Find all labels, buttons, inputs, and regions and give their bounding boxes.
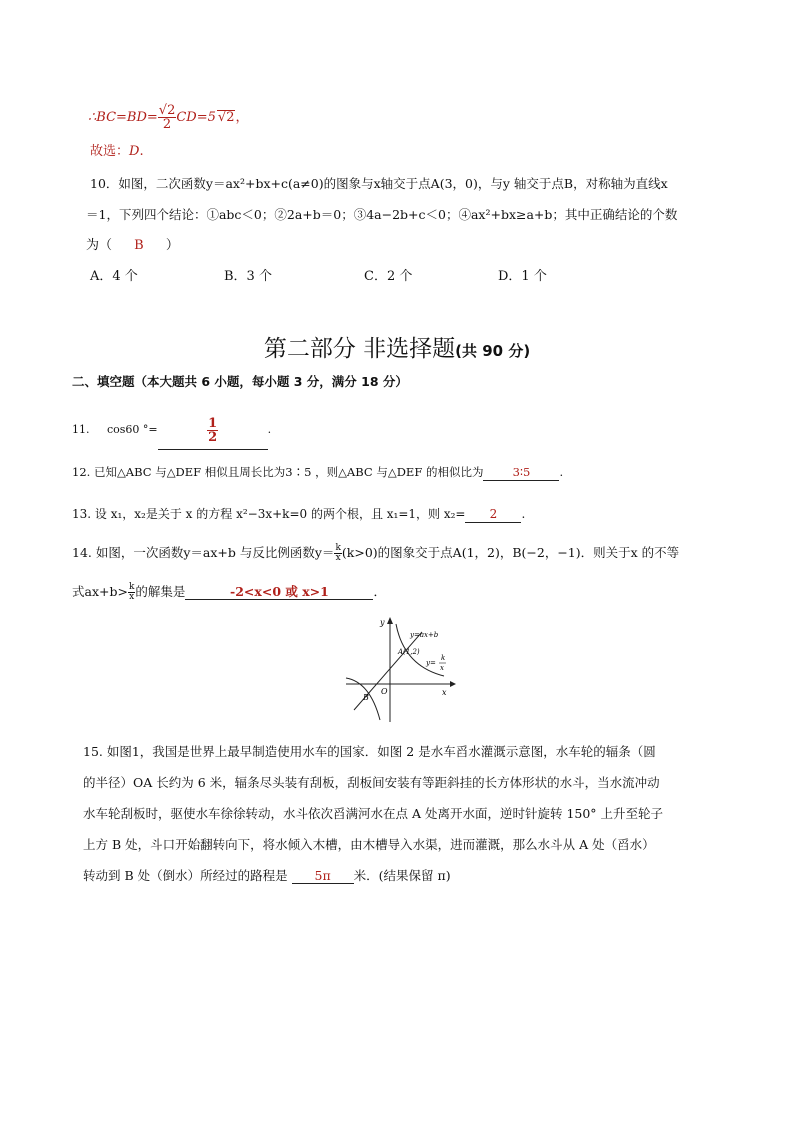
q11-answer-blank — [158, 411, 268, 450]
q13: 13. 设 x₁，x₂是关于 x 的方程 x²−3x+k=0 的两个根，且 x₁=1，则 x₂= 2 . — [72, 507, 526, 521]
q9-conclusion-mid: CD=5 — [176, 110, 216, 125]
q15-line2: 的半径）OA 长约为 6 米，辐条尽头装有刮板，刮板间安装有等距斜挂的长方体形状的水斗，当水流冲动 — [83, 775, 660, 790]
q12: 12. 已知△ABC 与△DEF 相似且周长比为3∶5 ，则△ABC 与△DEF 的相似比为 3∶5 . — [72, 465, 564, 479]
q10-option-a: A．4 个 — [90, 269, 138, 284]
q9-radical: √2 — [217, 110, 235, 125]
q10-line1: 10．如图，二次函数y＝ax²+bx+c(a≠0)的图象与x轴交于点A(3，0)，与y 轴交于点B，对称轴为直线x — [90, 176, 668, 191]
y-axis-arrow — [387, 617, 393, 624]
section-heading: 二、填空题（本大题共 6 小题，每小题 3 分，满分 18 分） — [72, 374, 408, 389]
q10-answer: B — [134, 238, 144, 253]
q14-answer: -2<x<0 或 x>1 — [230, 584, 329, 599]
q14-graph — [340, 612, 464, 724]
part2-title: 第二部分 非选择题(共 90 分) — [263, 336, 531, 362]
q14-line1: 14. 如图，一次函数y＝ax+b 与反比例函数y＝ $\frac{k}{x}$ (k>0)的图象交于点A(1，2)，B(−2，−1)．则关于x 的不等 — [72, 543, 680, 563]
q14-frac: $\frac{k}{x}$ — [335, 543, 341, 563]
q12-answer-blank — [483, 465, 559, 481]
point-b-label: B — [363, 693, 369, 702]
origin-label: O — [381, 687, 388, 696]
q13-answer: 2 — [489, 507, 498, 521]
q13-answer-blank — [465, 507, 521, 523]
q12-answer: 3∶5 — [512, 465, 531, 479]
point-a-label: A(1,2) — [398, 648, 420, 656]
q15-line3: 水车轮刮板时，驱使水车徐徐转动，水斗依次舀满河水在点 A 处离开水面，逆时针旋转 150° 上升至轮子 — [83, 806, 664, 821]
q15-line4: 上方 B 处，斗口开始翻转向下，将水倾入木槽，由木槽导入水渠，进而灌溉，那么水斗从 A 处（舀水） — [83, 837, 655, 852]
q11: 11. cos60 °= $\frac{1}{2}$ . — [72, 410, 271, 450]
q10-line2: ＝1，下列四个结论：①abc＜0；②2a+b＝0；③4a−2b+c＜0；④ax²+bx≥a+b；其中正确结论的个数 — [86, 207, 678, 222]
curve-label-den: x — [440, 664, 444, 672]
q15-answer-blank — [292, 868, 354, 884]
curve-label-num: k — [441, 654, 446, 662]
q15-line1: 15. 如图1，我国是世界上最早制造使用水车的国家．如图 2 是水车舀水灌溉示意图，水车轮的辐条（圆 — [83, 744, 656, 759]
q14-answer-blank — [185, 584, 373, 600]
curve-label-prefix: y= — [426, 659, 436, 667]
q9-answer: 故选：D. — [90, 144, 144, 159]
q10-option-b: B．3 个 — [224, 269, 272, 284]
q14-line2: 式ax+b> $\frac{k}{x}$ 的解集是 -2<x<0 或 x>1 ． — [72, 582, 386, 602]
line-label: y=ax+b — [410, 631, 439, 639]
q15-answer: 5π — [314, 868, 331, 883]
y-axis-label: y — [380, 618, 385, 627]
q9-conclusion: ∴BC=BD= $\frac{√2}{2}$ CD=5 √2， — [88, 103, 249, 132]
q15-line5: 转动到 B 处（倒水）所经过的路程是 5π 米．(结果保留 π) — [83, 868, 451, 883]
q10-option-c: C．2 个 — [364, 269, 413, 284]
x-axis-label: x — [442, 688, 447, 697]
x-axis-arrow — [450, 681, 456, 687]
q14-frac-2: $\frac{k}{x}$ — [128, 582, 135, 602]
q9-conclusion-prefix: ∴BC=BD= — [88, 110, 158, 125]
q9-fraction: $\frac{√2}{2}$ — [158, 103, 176, 132]
q11-answer: $\frac{1}{2}$ — [208, 415, 218, 445]
q10-line3: 为（ B ） — [86, 238, 179, 253]
q10-option-d: D．1 个 — [498, 269, 547, 284]
